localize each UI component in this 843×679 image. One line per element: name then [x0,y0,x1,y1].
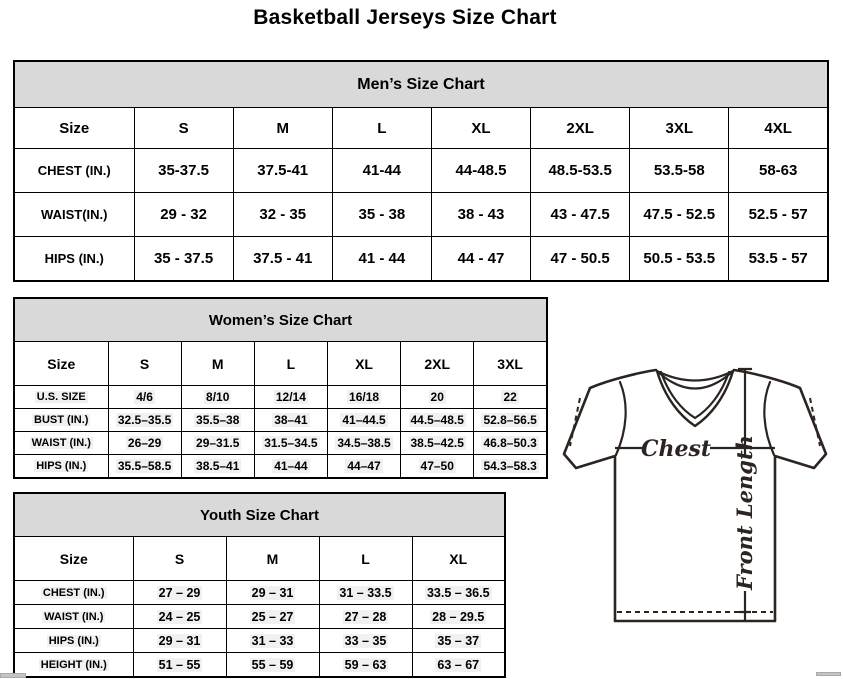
mens-row-label: HIPS (IN.) [14,237,134,282]
womens-size-cell: 4/6 [108,386,181,409]
youth-size-cell: 63 – 67 [412,653,505,678]
womens-column-header-2xl: 2XL [401,342,474,386]
mens-column-header-s: S [134,108,233,149]
youth-column-header-m: M [226,537,319,581]
womens-size-cell: 26–29 [108,432,181,455]
womens-size-cell: 47–50 [401,455,474,479]
mens-size-cell: 35 - 38 [332,193,431,237]
womens-row-label: BUST (IN.) [14,409,108,432]
mens-size-cell: 35-37.5 [134,149,233,193]
youth-table-title: Youth Size Chart [14,493,505,537]
mens-measurement-row [14,149,828,193]
womens-table-title: Women’s Size Chart [14,298,547,342]
mens-size-cell: 58-63 [729,149,828,193]
mens-size-cell: 47 - 50.5 [531,237,630,282]
jersey-outline-drawing [556,358,843,650]
youth-size-cell: 31 – 33 [226,629,319,653]
mens-size-cell: 41-44 [332,149,431,193]
mens-column-header-m: M [233,108,332,149]
womens-size-cell: 16/18 [327,386,400,409]
mens-size-cell: 53.5-58 [630,149,729,193]
youth-size-cell: 25 – 27 [226,605,319,629]
front-length-label: Front Length [732,435,757,590]
womens-measurement-row [14,455,547,479]
mens-size-cell: 37.5 - 41 [233,237,332,282]
youth-measurement-row [14,629,505,653]
youth-row-label: HEIGHT (IN.) [14,653,133,678]
horizontal-scrollbar-fragment-right[interactable] [816,672,841,676]
womens-size-cell: 54.3–58.3 [474,455,547,479]
mens-size-cell: 52.5 - 57 [729,193,828,237]
youth-size-cell: 55 – 59 [226,653,319,678]
right-sleeve-stitch-line [810,398,820,446]
womens-size-cell: 44.5–48.5 [401,409,474,432]
mens-size-cell: 53.5 - 57 [729,237,828,282]
youth-size-cell: 24 – 25 [133,605,226,629]
youth-measurement-row [14,653,505,678]
youth-size-cell: 51 – 55 [133,653,226,678]
youth-measurement-row [14,581,505,605]
mens-column-header-size: Size [14,108,134,149]
womens-column-header-size: Size [14,342,108,386]
youth-measurement-row [14,605,505,629]
mens-size-cell: 47.5 - 52.5 [630,193,729,237]
mens-size-cell: 35 - 37.5 [134,237,233,282]
youth-row-label: CHEST (IN.) [14,581,133,605]
womens-size-cell: 35.5–58.5 [108,455,181,479]
mens-measurement-row [14,193,828,237]
womens-size-cell: 32.5–35.5 [108,409,181,432]
womens-size-cell: 12/14 [254,386,327,409]
chest-label: Chest [640,436,712,462]
womens-column-header-s: S [108,342,181,386]
mens-measurement-row [14,237,828,282]
womens-size-cell: 41–44 [254,455,327,479]
mens-size-cell: 48.5-53.5 [531,149,630,193]
left-sleeve-stitch-line [570,398,580,446]
womens-column-header-m: M [181,342,254,386]
womens-size-cell: 35.5–38 [181,409,254,432]
mens-column-header-xl: XL [431,108,530,149]
youth-column-header-s: S [133,537,226,581]
mens-row-label: CHEST (IN.) [14,149,134,193]
youth-size-cell: 31 – 33.5 [319,581,412,605]
womens-size-cell: 38.5–42.5 [401,432,474,455]
mens-size-cell: 38 - 43 [431,193,530,237]
mens-table-title: Men’s Size Chart [14,61,828,108]
youth-size-cell: 35 – 37 [412,629,505,653]
mens-size-cell: 44-48.5 [431,149,530,193]
horizontal-scrollbar-fragment-left[interactable] [0,673,26,678]
youth-row-label: WAIST (IN.) [14,605,133,629]
youth-size-cell: 28 – 29.5 [412,605,505,629]
womens-size-cell: 38–41 [254,409,327,432]
womens-row-label: WAIST (IN.) [14,432,108,455]
womens-size-cell: 46.8–50.3 [474,432,547,455]
youth-size-cell: 29 – 31 [226,581,319,605]
youth-column-header-size: Size [14,537,133,581]
youth-size-cell: 29 – 31 [133,629,226,653]
youth-row-label: HIPS (IN.) [14,629,133,653]
mens-size-cell: 43 - 47.5 [531,193,630,237]
womens-column-header-l: L [254,342,327,386]
mens-size-cell: 32 - 35 [233,193,332,237]
womens-measurement-row [14,432,547,455]
youth-size-cell: 27 – 28 [319,605,412,629]
womens-column-header-xl: XL [327,342,400,386]
mens-column-header-l: L [332,108,431,149]
womens-row-label: U.S. SIZE [14,386,108,409]
womens-size-cell: 41–44.5 [327,409,400,432]
youth-size-cell: 59 – 63 [319,653,412,678]
mens-size-cell: 29 - 32 [134,193,233,237]
mens-size-cell: 50.5 - 53.5 [630,237,729,282]
jersey-measurement-diagram [556,358,843,650]
mens-size-cell: 37.5-41 [233,149,332,193]
youth-size-cell: 27 – 29 [133,581,226,605]
page-title: Basketball Jerseys Size Chart [253,6,557,29]
mens-size-cell: 41 - 44 [332,237,431,282]
mens-column-header-4xl: 4XL [729,108,828,149]
womens-size-cell: 52.8–56.5 [474,409,547,432]
mens-size-cell: 44 - 47 [431,237,530,282]
youth-size-cell: 33.5 – 36.5 [412,581,505,605]
womens-row-label: HIPS (IN.) [14,455,108,479]
womens-size-cell: 8/10 [181,386,254,409]
womens-size-cell: 44–47 [327,455,400,479]
mens-column-header-3xl: 3XL [630,108,729,149]
youth-size-cell: 33 – 35 [319,629,412,653]
womens-size-cell: 34.5–38.5 [327,432,400,455]
womens-size-cell: 22 [474,386,547,409]
mens-row-label: WAIST(IN.) [14,193,134,237]
womens-column-header-3xl: 3XL [474,342,547,386]
mens-column-header-2xl: 2XL [531,108,630,149]
womens-size-table [13,297,548,479]
womens-size-cell: 38.5–41 [181,455,254,479]
womens-size-cell: 20 [401,386,474,409]
mens-size-table [13,60,829,282]
womens-measurement-row [14,409,547,432]
youth-size-table [13,492,506,678]
womens-size-cell: 31.5–34.5 [254,432,327,455]
womens-size-cell: 29–31.5 [181,432,254,455]
youth-column-header-l: L [319,537,412,581]
youth-column-header-xl: XL [412,537,505,581]
womens-measurement-row [14,386,547,409]
